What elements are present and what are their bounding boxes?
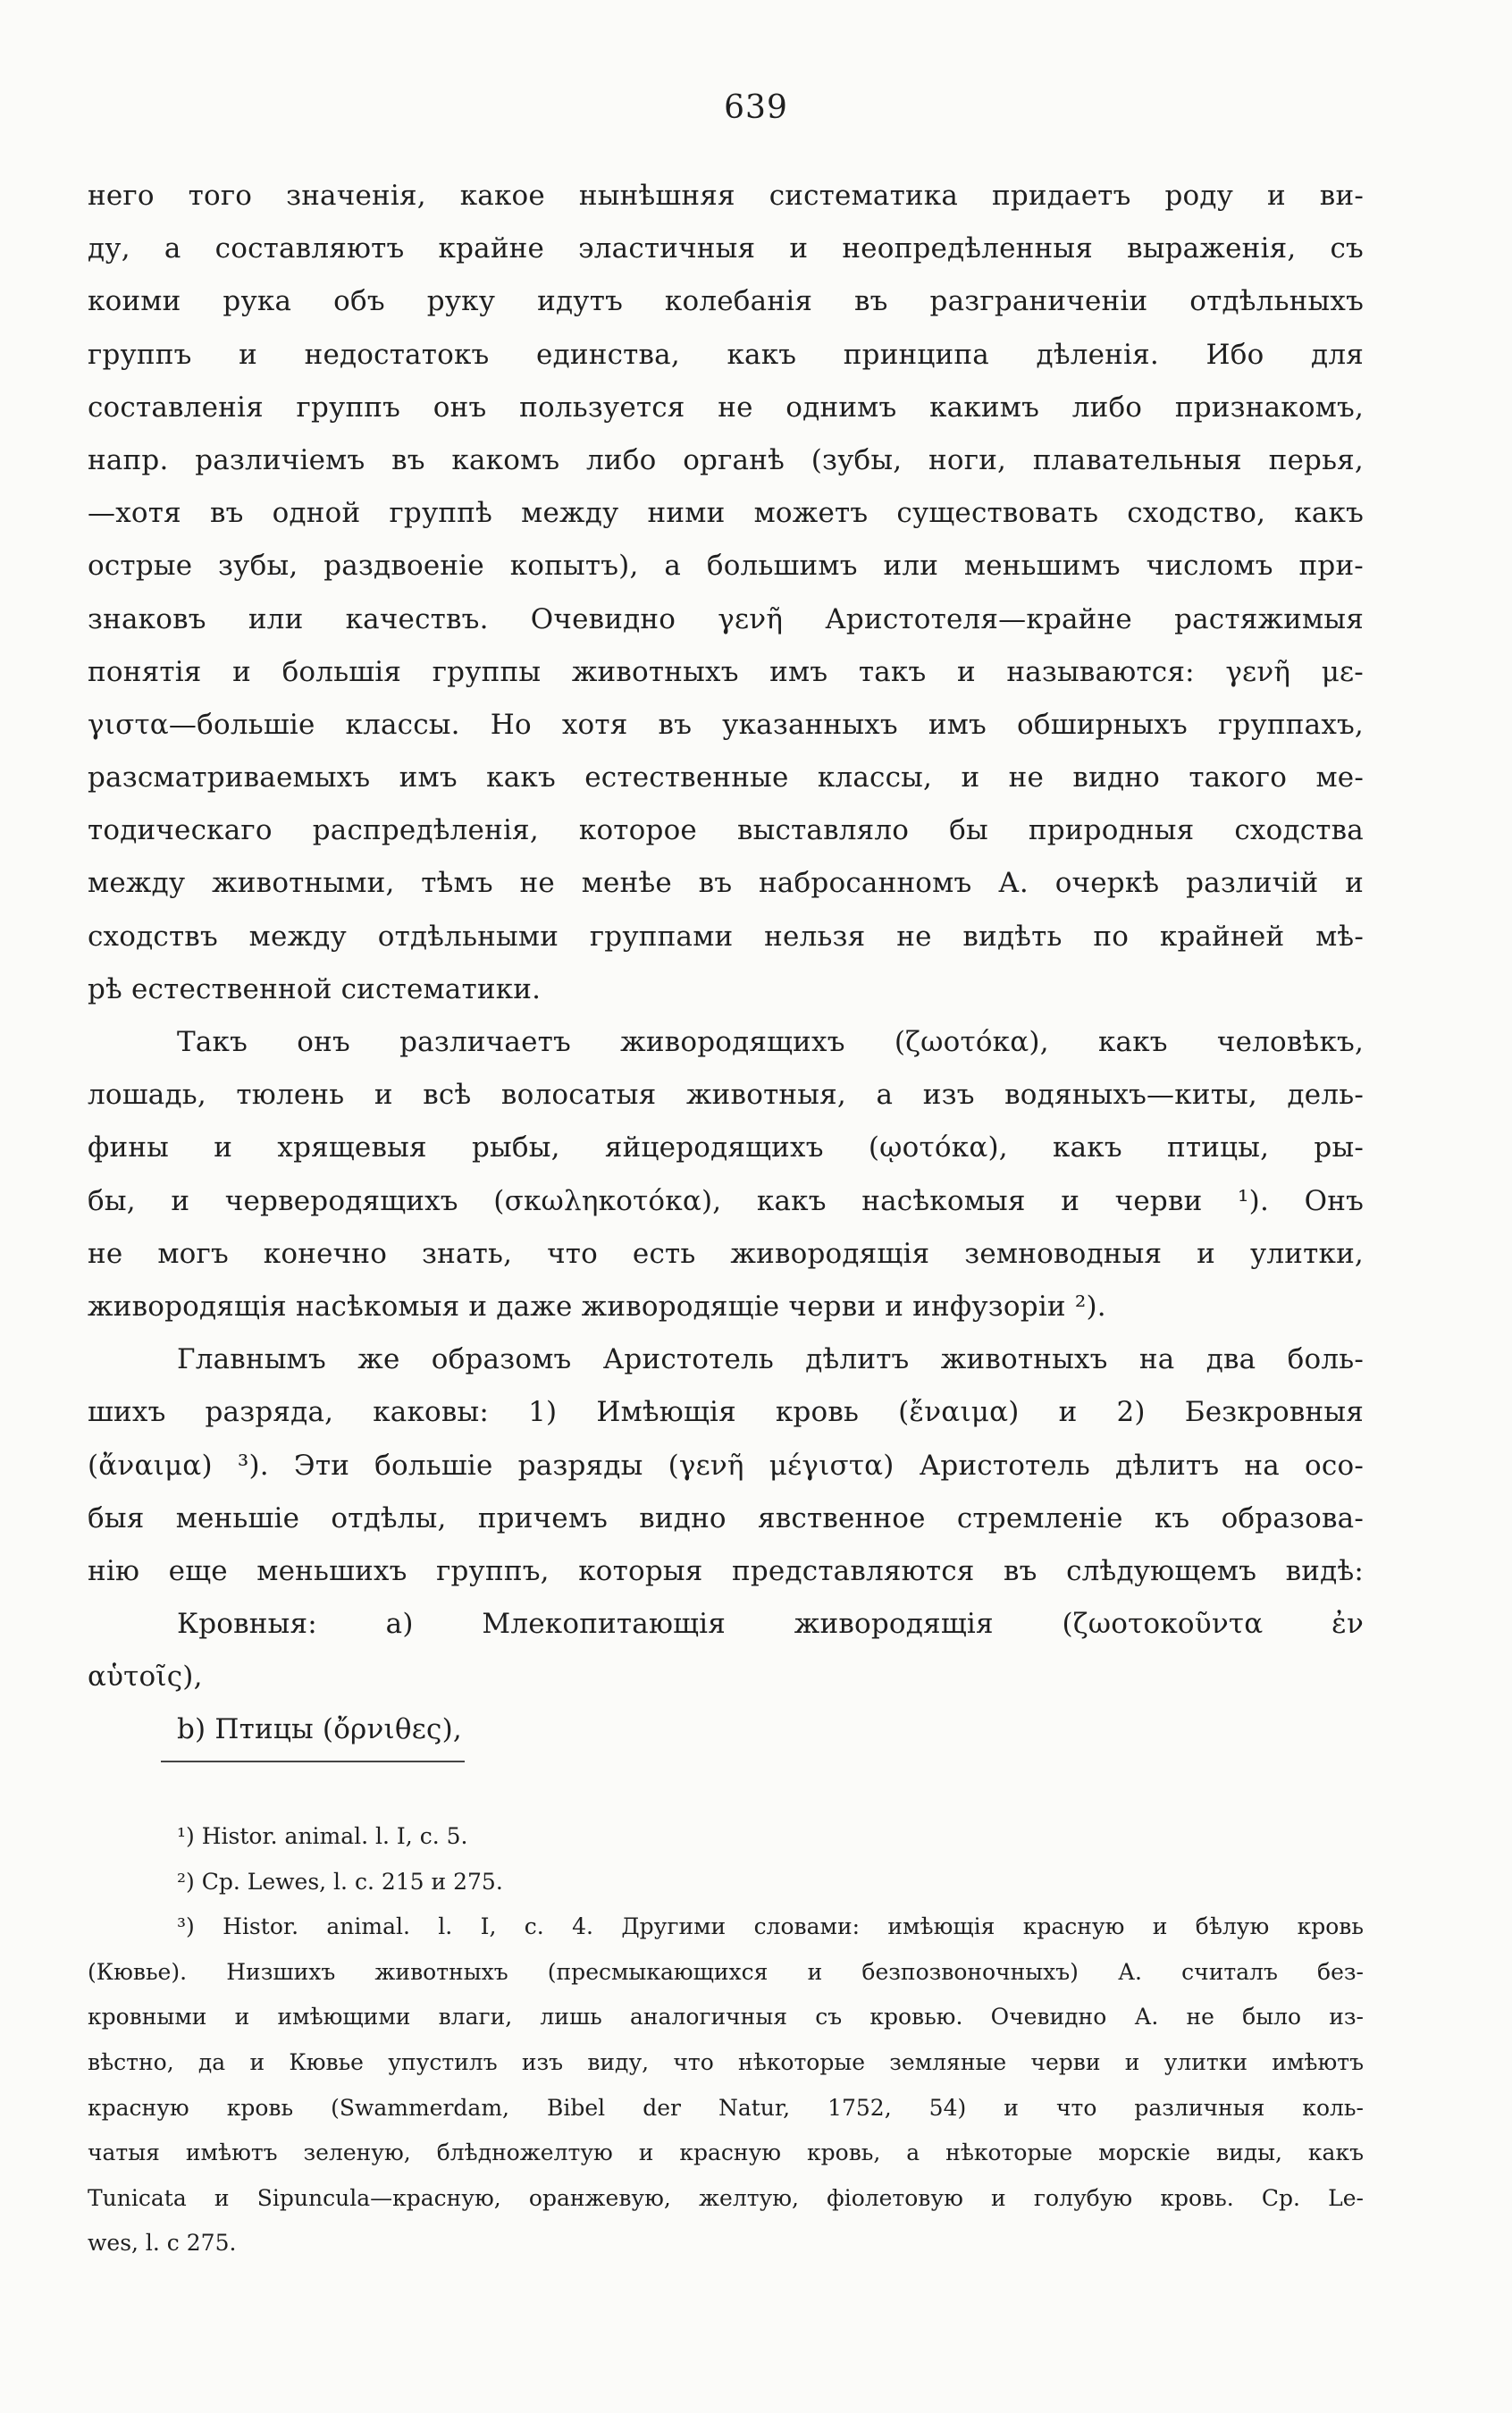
text-line: ду, а составляютъ крайне эластичныя и неопредѣленныя выраженія, съ bbox=[88, 232, 1364, 265]
page-number: 639 bbox=[724, 89, 788, 126]
footnote-line: (Кювье). Низшихъ животныхъ (пресмыкающихся и безпозвоночныхъ) А. считалъ без- bbox=[88, 1958, 1364, 1985]
text-line: b) Птицы (ὄρνιθες), bbox=[177, 1713, 462, 1746]
text-line: понятія и большія группы животныхъ имъ такъ и называются: γενῆ με- bbox=[88, 655, 1364, 688]
text-line: —хотя въ одной группѣ между ними можетъ существовать сходство, какъ bbox=[88, 497, 1364, 530]
text-line: живородящія насѣкомыя и даже живородящіе черви и инфузоріи ²). bbox=[88, 1290, 1106, 1323]
footnote-divider bbox=[161, 1761, 465, 1762]
footnote: ²) Cp. Lewes, l. c. 215 и 275. bbox=[177, 1868, 503, 1895]
text-line: γιστα—большіе классы. Но хотя въ указанныхъ имъ обширныхъ группахъ, bbox=[88, 708, 1364, 741]
text-line: сходствъ между отдѣльными группами нельзя не видѣть по крайней мѣ- bbox=[88, 920, 1364, 953]
footnote: ¹) Histor. animal. l. I, c. 5. bbox=[177, 1823, 468, 1849]
footnote-line: чатыя имѣютъ зеленую, блѣдножелтую и красную кровь, а нѣкоторые морскіе виды, какъ bbox=[88, 2140, 1364, 2166]
footnote-line: Tunicata и Sipuncula—красную, оранжевую, желтую, фіолетовую и голубую кровь. Cp. Le- bbox=[88, 2184, 1364, 2211]
text-line: него того значенія, какое нынѣшняя систематика придаетъ роду и ви- bbox=[88, 180, 1364, 212]
text-line: тодическаго распредѣленія, которое выставляло бы природныя сходства bbox=[88, 814, 1364, 847]
text-line: Такъ онъ различаетъ живородящихъ (ζωοτόκα), какъ человѣкъ, bbox=[177, 1026, 1364, 1058]
text-line: знаковъ или качествъ. Очевидно γενῆ Аристотеля—крайне растяжимыя bbox=[88, 602, 1364, 635]
text-line: αὑτοῖς), bbox=[88, 1661, 203, 1694]
footnote-line: красную кровь (Swammerdam, Bibel der Natur, 1752, 54) и что различныя коль- bbox=[88, 2094, 1364, 2121]
text-line: бы, и черверодящихъ (σκωληκοτόκα), какъ насѣкомыя и черви ¹). Онъ bbox=[88, 1184, 1364, 1217]
text-line: рѣ естественной систематики. bbox=[88, 972, 542, 1005]
footnote: ³) Histor. animal. l. I, c. 4. Другими словами: имѣющія красную и бѣлую кровь bbox=[177, 1913, 1364, 1940]
footnote-line: кровными и имѣющими влаги, лишь аналогичныя съ кровью. Очевидно А. не было из- bbox=[88, 2004, 1364, 2030]
text-line: острые зубы, раздвоеніе копытъ), а большимъ или меньшимъ числомъ при- bbox=[88, 550, 1364, 583]
footnote-line: wes, l. c 275. bbox=[88, 2230, 237, 2257]
text-line: коими рука объ руку идутъ колебанія въ разграниченіи отдѣльныхъ bbox=[88, 285, 1364, 318]
footnote-line: вѣстно, да и Кювье упустилъ изъ виду, что нѣкоторые земляные черви и улитки имѣютъ bbox=[88, 2048, 1364, 2075]
text-line: составленія группъ онъ пользуется не однимъ какимъ либо признакомъ, bbox=[88, 391, 1364, 424]
body-text bbox=[88, 170, 1364, 1757]
text-line: лошадь, тюлень и всѣ волосатыя животныя, а изъ водяныхъ—киты, дель- bbox=[88, 1079, 1364, 1112]
text-line: Главнымъ же образомъ Аристотель дѣлитъ животныхъ на два боль- bbox=[177, 1343, 1364, 1376]
text-line: быя меньшіе отдѣлы, причемъ видно явственное стремленіе къ образова- bbox=[88, 1501, 1364, 1534]
text-line: группъ и недостатокъ единства, какъ принципа дѣленія. Ибо для bbox=[88, 338, 1364, 371]
text-line: шихъ разряда, каковы: 1) Имѣющія кровь (ἔναιμα) и 2) Безкровныя bbox=[88, 1396, 1364, 1429]
text-line: разсматриваемыхъ имъ какъ естественные классы, и не видно такого ме- bbox=[88, 761, 1364, 795]
text-line: напр. различіемъ въ какомъ либо органѣ (зубы, ноги, плавательныя перья, bbox=[88, 443, 1364, 476]
text-line: Кровныя: a) Млекопитающія живородящія (ζωοτοκοῦντα ἐν bbox=[177, 1608, 1364, 1641]
text-line: фины и хрящевыя рыбы, яйцеродящихъ (ῳοτόκα), какъ птицы, ры- bbox=[88, 1131, 1364, 1164]
footnotes bbox=[88, 1814, 1364, 2266]
text-line: между животными, тѣмъ не менѣе въ набросанномъ А. очеркѣ различій и bbox=[88, 867, 1364, 900]
text-line: не могъ конечно знать, что есть живородящія земноводныя и улитки, bbox=[88, 1237, 1364, 1270]
text-line: (ἄναιμα) ³). Эти большіе разряды (γενῆ μέγιστα) Аристотель дѣлитъ на осо- bbox=[88, 1449, 1364, 1482]
text-line: нію еще меньшихъ группъ, которыя представляются въ слѣдующемъ видѣ: bbox=[88, 1554, 1364, 1587]
